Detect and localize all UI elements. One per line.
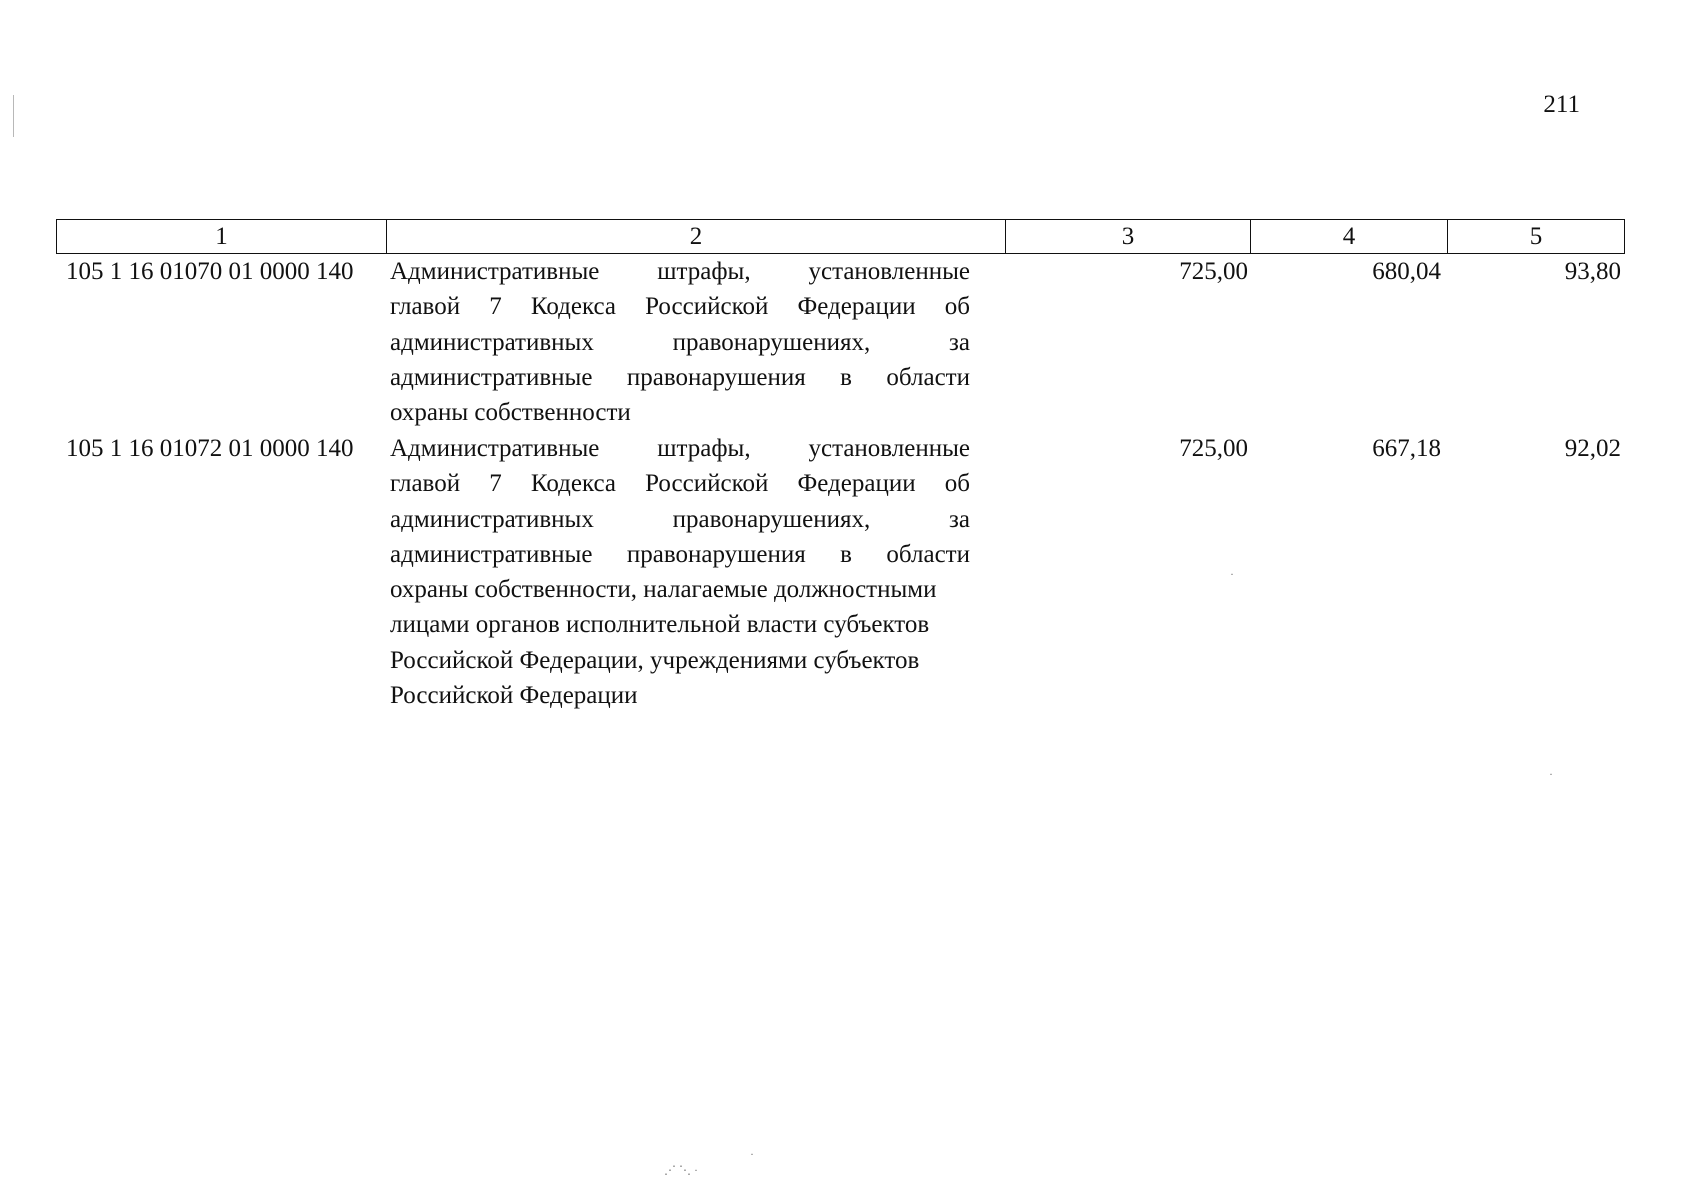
column-number-2: 2 xyxy=(387,220,1006,254)
description-line: охраны собственности, налагаемые должностными xyxy=(390,576,937,604)
planned-amount: 725,00 xyxy=(1179,435,1248,462)
column-number-1: 1 xyxy=(57,220,387,254)
description-line: Административные штрафы, установленные xyxy=(390,435,970,462)
scan-speck: · xyxy=(1549,767,1553,781)
description-line: главой 7 Кодекса Российской Федерации об xyxy=(390,470,970,498)
actual-amount: 667,18 xyxy=(1372,435,1441,462)
description-line: охраны собственности xyxy=(390,399,631,427)
revenue-description xyxy=(390,254,970,430)
column-number-5: 5 xyxy=(1448,220,1625,254)
column-number-3: 3 xyxy=(1006,220,1251,254)
scan-edge-mark xyxy=(13,95,14,137)
description-line: административные правонарушения в области xyxy=(390,540,970,568)
description-line: административных правонарушениях, за xyxy=(390,505,970,533)
description-line: главой 7 Кодекса Российской Федерации об xyxy=(390,293,970,321)
execution-percent: 93,80 xyxy=(1564,258,1621,285)
description-line: Российской Федерации, учреждениями субъектов xyxy=(390,646,920,674)
description-line: административных правонарушениях, за xyxy=(390,328,970,356)
scan-speck: · xyxy=(750,1147,754,1161)
execution-percent: 92,02 xyxy=(1564,435,1621,462)
budget-classification-code: 105 1 16 01072 01 0000 140 xyxy=(66,435,354,462)
revenue-description xyxy=(390,431,970,713)
description-line: лицами органов исполнительной власти субъектов xyxy=(390,611,930,639)
column-number-4: 4 xyxy=(1251,220,1448,254)
description-line: Административные штрафы, установленные xyxy=(390,258,970,285)
actual-amount: 680,04 xyxy=(1372,258,1441,285)
budget-classification-code: 105 1 16 01070 01 0000 140 xyxy=(66,258,354,285)
scan-speck: ⋰⋱· xyxy=(664,1163,701,1177)
planned-amount: 725,00 xyxy=(1179,258,1248,285)
scan-speck: · xyxy=(1230,567,1234,581)
description-line: Российской Федерации xyxy=(390,682,638,710)
column-number-row xyxy=(57,220,1625,254)
budget-table-header xyxy=(56,219,1625,254)
description-line: административные правонарушения в области xyxy=(390,363,970,391)
page-number: 211 xyxy=(1543,91,1580,118)
